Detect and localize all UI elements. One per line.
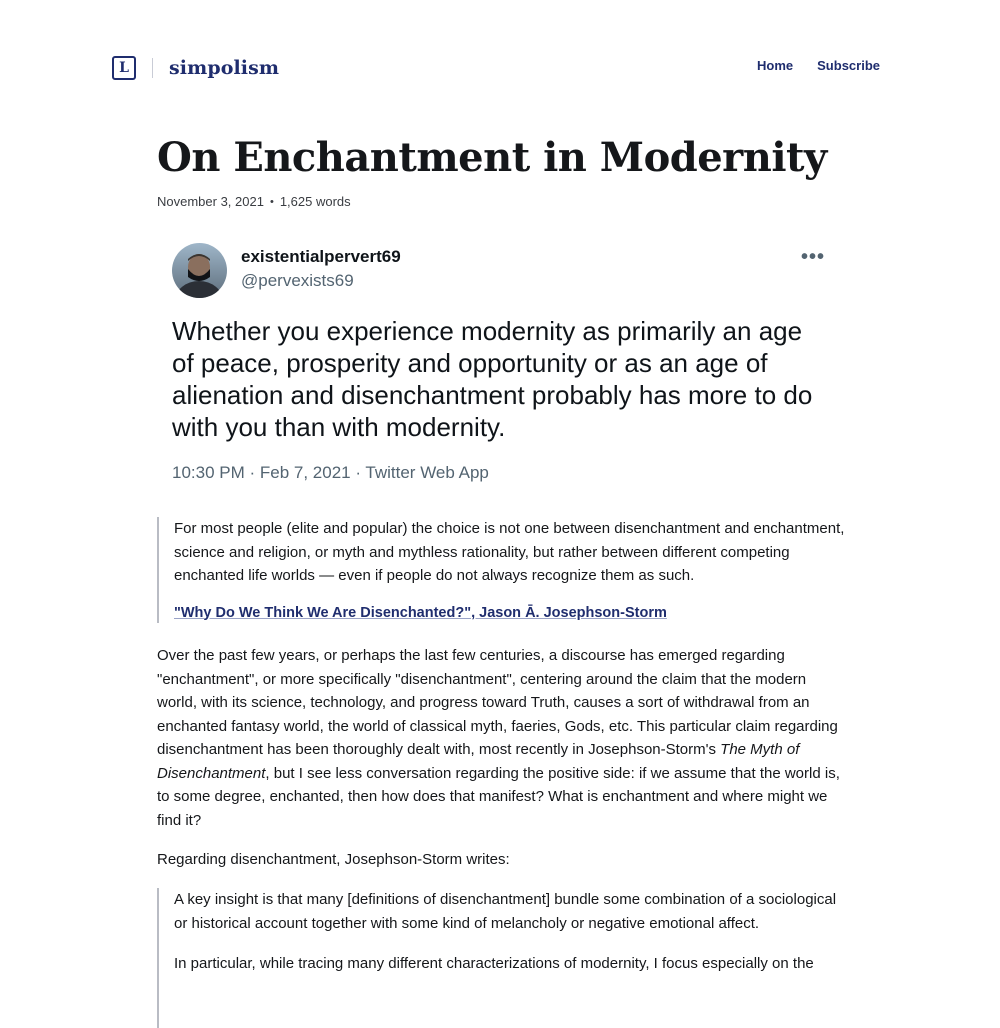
blockquote-1-text: For most people (elite and popular) the choice is not one between disenchantment and enchantment, science and religion, or myth and mythless rationality, but rather between different competing enchanted life worlds — even if people do not always recognize them as such. [174, 520, 845, 584]
brand[interactable] [112, 56, 279, 80]
more-options-icon[interactable]: ••• [800, 246, 825, 268]
site-header [112, 52, 880, 84]
logo-icon[interactable] [112, 56, 136, 80]
brand-divider [152, 58, 153, 78]
paragraph-2: Regarding disenchantment, Josephson-Storm writes: [157, 851, 510, 868]
avatar-image [172, 243, 227, 298]
meta-separator: • [269, 195, 274, 208]
tweet-display-name[interactable]: existentialpervert69 [241, 247, 401, 266]
blockquote-2 [157, 888, 846, 1028]
blockquote-1-citation-link[interactable]: "Why Do We Think We Are Disenchanted?", Jason Ā. Josephson-Storm [174, 604, 667, 621]
main-nav [757, 58, 880, 73]
tweet-timestamp[interactable]: 10:30 PM · Feb 7, 2021 · Twitter Web App [172, 463, 489, 482]
paragraph-1-text-a: Over the past few years, or perhaps the last few centuries, a discourse has emerged regarding "enchantment", or more specifically "disenchantment", centering around the claim that the modern world, with its science, technology, and progress toward Truth, causes a sort of withdrawal from an enchanted fantasy world, the world of classical myth, faeries, Gods, etc. This particular claim regarding disenchantment has been thoroughly dealt with, most recently in Josephson-Storm's [157, 647, 838, 758]
article-header [157, 132, 847, 209]
paragraph-1 [157, 644, 847, 832]
tweet-handle[interactable]: @pervexists69 [241, 271, 354, 290]
avatar[interactable] [172, 243, 227, 298]
book-title: The Myth of Disenchantment [157, 741, 800, 782]
nav-home-link[interactable]: Home [757, 58, 794, 73]
logo-letter: L [119, 60, 129, 76]
tweet-text: Whether you experience modernity as primarily an age of peace, prosperity and opportunity or as an age of alienation and disenchantment probably has more to do with you than with modernity. [172, 316, 813, 442]
site-name[interactable]: simpolism [169, 57, 280, 79]
paragraph-1-text-b: , but I see less conversation regarding the positive side: if we assume that the world is, to some degree, enchanted, then how does that manifest? What is enchantment and where might we find it? [157, 764, 840, 829]
nav-subscribe-link[interactable]: Subscribe [817, 58, 880, 73]
embedded-tweet[interactable] [172, 243, 828, 493]
article-title: On Enchantment in Modernity [157, 134, 827, 181]
article-meta [157, 194, 847, 209]
blockquote-1 [157, 517, 846, 623]
blockquote-2-text-2: In particular, while tracing many different characterizations of modernity, I focus especially on the [174, 955, 814, 972]
article-date: November 3, 2021 [157, 194, 264, 209]
blockquote-2-text-1: A key insight is that many [definitions of disenchantment] bundle some combination of a sociological or historical account together with some kind of melancholy or negative emotional affect. [174, 891, 837, 932]
article-word-count: 1,625 words [279, 194, 351, 209]
